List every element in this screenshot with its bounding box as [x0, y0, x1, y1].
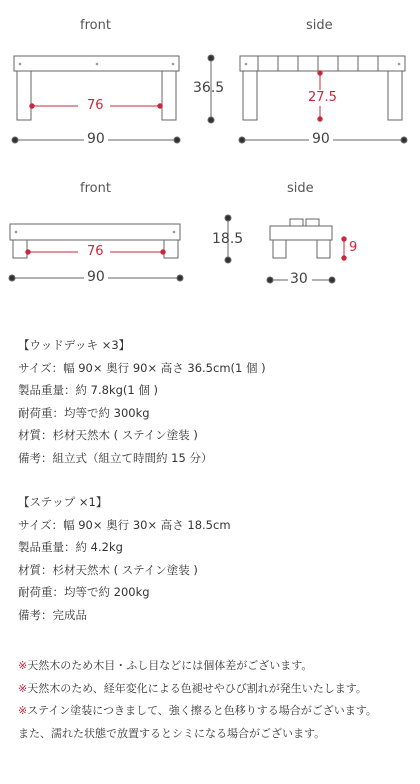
note-mark: ※: [18, 659, 28, 672]
dimension-diagram: [0, 0, 420, 300]
deck-front-width-label: 90: [84, 131, 108, 147]
deck-load: 耐荷重：均等で約 300kg: [18, 405, 150, 420]
step-height-label: 18.5: [212, 231, 244, 247]
step-load: 耐荷重：均等で約 200kg: [18, 585, 150, 599]
step-leg-label: 9: [349, 240, 358, 255]
step-front-width-label: 90: [84, 269, 108, 285]
step-front-label: front: [80, 181, 111, 196]
deck-title: 【ウッドデッキ ×3】: [18, 338, 131, 352]
step-note: 備考：完成品: [18, 607, 87, 622]
note-2: ※天然木のため、経年変化による色褪せやひび割れが発生いたします。: [18, 681, 367, 695]
deck-note: 備考：組立式（組立て時間約 15 分）: [18, 450, 213, 465]
note-3: ※ステイン塗装につきまして、強く擦ると色移りする場合がございます。: [18, 704, 377, 717]
note-1: ※天然木のため木目・ふし目などには個体差がございます。: [18, 659, 313, 672]
step-side-label: side: [287, 181, 314, 196]
deck-front-label: front: [80, 18, 111, 33]
deck-side-drawing: [240, 56, 405, 120]
deck-size: サイズ：幅 90× 奥行 90× 高さ 36.5cm(1 個 ): [18, 360, 266, 375]
step-material: 材質：杉材天然木 ( ステイン塗装 ): [18, 562, 198, 577]
step-side-width-label: 30: [290, 271, 308, 287]
deck-weight: 製品重量：約 7.8kg(1 個 ): [18, 383, 159, 397]
spec-list: [18, 334, 413, 626]
step-side-drawing: [270, 219, 332, 258]
step-front-inner-label: 76: [87, 244, 104, 259]
deck-side-inner-label: 27.5: [308, 90, 337, 105]
step-weight: 製品重量：約 4.2kg: [18, 540, 123, 554]
deck-front-inner-label: 76: [87, 98, 104, 113]
note-mark: ※: [18, 681, 28, 695]
step-size: サイズ：幅 90× 奥行 30× 高さ 18.5cm: [18, 517, 231, 532]
note-mark: ※: [18, 704, 28, 717]
step-title: 【ステップ ×1】: [18, 495, 108, 509]
spec-spacer: [18, 469, 413, 491]
notes-list: [18, 655, 418, 745]
note-4: また、濡れた状態で放置するとシミになる場合がございます。: [18, 726, 326, 740]
deck-side-width-label: 90: [309, 131, 333, 147]
deck-material: 材質：杉材天然木 ( ステイン塗装 ): [18, 428, 198, 442]
deck-side-label: side: [306, 18, 333, 33]
deck-height-label: 36.5: [193, 80, 225, 96]
